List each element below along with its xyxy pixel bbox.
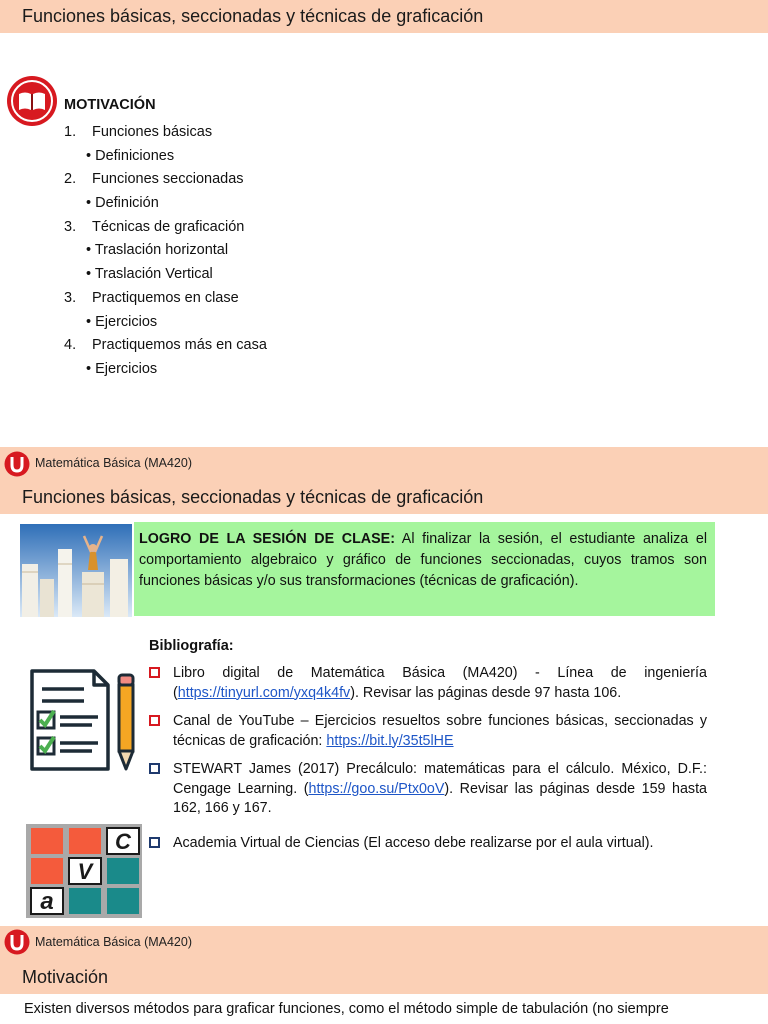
svg-text:V: V: [77, 859, 93, 884]
motivation-heading: MOTIVACIÓN: [64, 97, 156, 113]
book-icon: [6, 75, 58, 127]
logo-icon: [4, 929, 30, 955]
list-item: 3. Practiquemos en clase: [64, 289, 239, 306]
bib3-link[interactable]: https://goo.su/Ptx0oV: [308, 780, 445, 797]
bib2-link[interactable]: https://bit.ly/35t5lHE: [326, 732, 454, 749]
bib1-link[interactable]: https://tinyurl.com/yxq4k4fv: [177, 684, 351, 701]
list-item: 3. Técnicas de graficación: [64, 218, 245, 235]
session-goal-box: LOGRO DE LA SESIÓN DE CLASE: Al finalizar la sesión, el estudiante analiza el comportamiento algebraico y gráfico de funciones seccionadas, cuyos tramos son funciones básicas y/o sus transformaciones (técnicas de graficación).: [134, 522, 715, 616]
course-label: Matemática Básica (MA420): [35, 456, 193, 470]
list-subitem: • Definición: [86, 195, 159, 212]
bibliography-item: Academia Virtual de Ciencias (El acceso debe realizarse por el aula virtual).: [149, 834, 707, 854]
bibliography-heading: Bibliografía:: [149, 638, 234, 654]
list-item: 2. Funciones seccionadas: [64, 171, 244, 188]
list-subitem: • Ejercicios: [86, 360, 158, 377]
checklist-document-icon: [24, 665, 140, 775]
svg-text:C: C: [115, 829, 131, 854]
list-subitem: • Ejercicios: [86, 313, 158, 330]
svg-text:a: a: [40, 888, 54, 915]
list-subitem: • Definiciones: [86, 147, 175, 164]
achievement-image: [20, 524, 132, 617]
acv-grid-logo: [26, 824, 142, 918]
bibliography-item: Canal de YouTube – Ejercicios resueltos sobre funciones básicas, seccionadas y técnicas de graficación: https://bit.ly/35t5lHE: [149, 712, 707, 751]
pencil-icon: [119, 675, 133, 769]
list-item: 4. Practiquemos más en casa: [64, 337, 267, 354]
list-subitem: • Traslación Vertical: [86, 266, 213, 283]
list-subitem: • Traslación horizontal: [86, 242, 229, 259]
bibliography-item: STEWART James (2017) Precálculo: matemáticas para el cálculo. México, D.F.: Cengage Learning. (https://goo.su/Ptx0oV). Revisar las páginas desde 159 hasta 162, 166 y 167.: [149, 760, 707, 819]
table-of-contents: [64, 121, 267, 382]
slide3-title: Motivación: [22, 967, 109, 987]
course-label: Matemática Básica (MA420): [35, 935, 193, 949]
slide3-body: Existen diversos métodos para graficar funciones, como el método simple de tabulación (no siempre: [24, 1001, 669, 1017]
logo-icon: [4, 451, 30, 477]
slide1-title: Funciones básicas, seccionadas y técnicas de graficación: [22, 6, 484, 26]
slide2-title: Funciones básicas, seccionadas y técnicas de graficación: [22, 487, 484, 507]
bibliography-item: Libro digital de Matemática Básica (MA420) - Línea de ingeniería (https://tinyurl.com/yxq4k4fv). Revisar las páginas desde 97 hasta 106.: [149, 664, 707, 703]
list-item: 1. Funciones básicas: [64, 124, 213, 140]
